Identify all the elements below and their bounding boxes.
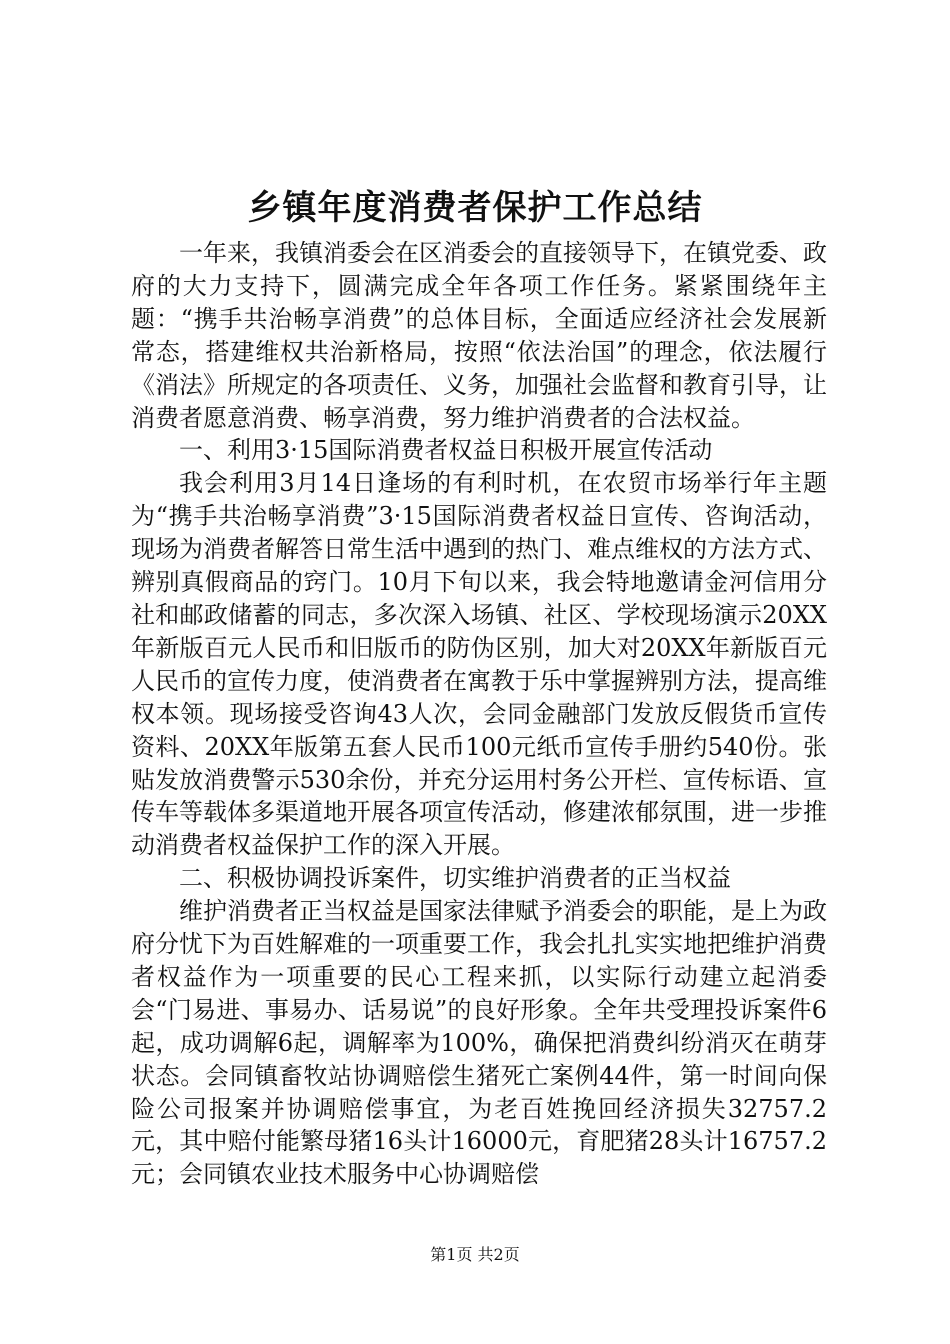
paragraph-section-2: 维护消费者正当权益是国家法律赋予消委会的职能，是上为政府分忧下为百姓解难的一项重要工作，我会扎扎实实地把维护消费者权益作为一项重要的民心工程来抓，以实际行动建立起消委会“门易进、事易办、话易说”的良好形象。全年共受理投诉案件6起，成功调解6起，调解率为100%，确保把消费纠纷消灭在萌芽状态。会同镇畜牧站协调赔偿生猪死亡案例44件，第一时间向保险公司报案并协调赔偿事宜，为老百姓挽回经济损失32757.2元，其中赔付能繁母猪16头计16000元，育肥猪28头计16757.2元；会同镇农业技术服务中心协调赔偿: [131, 897, 827, 1189]
paragraph-section-1: 我会利用3月14日逢场的有利时机，在农贸市场举行年主题为“携手共治畅享消费”3·15国际消费者权益日宣传、咨询活动，现场为消费者解答日常生活中遇到的热门、难点维权的方法方式、辨别真假商品的窍门。10月下旬以来，我会特地邀请金河信用分社和邮政储蓄的同志，多次深入场镇、社区、学校现场演示20XX年新版百元人民币和旧版币的防伪区别，加大对20XX年新版百元人民币的宣传力度，使消费者在寓教于乐中掌握辨别方法，提高维权本领。现场接受咨询43人次，会同金融部门发放反假货币宣传资料、20XX年版第五套人民币100元纸币宣传手册约540份。张贴发放消费警示530余份，并充分运用村务公开栏、宣传标语、宣传车等载体多渠道地开展各项宣传活动，修建浓郁氛围，进一步推动消费者权益保护工作的深入开展。: [131, 469, 827, 860]
document-body: [131, 237, 827, 1191]
document-title: 乡镇年度消费者保护工作总结: [247, 188, 703, 228]
page-number-footer: 第1页 共2页: [430, 1245, 520, 1264]
section-heading-2: 二、积极协调投诉案件，切实维护消费者的正当权益: [179, 864, 731, 893]
paragraph-intro: 一年来，我镇消委会在区消委会的直接领导下，在镇党委、政府的大力支持下，圆满完成全年各项工作任务。紧紧围绕年主题：“携手共治畅享消费”的总体目标，全面适应经济社会发展新常态，搭建维权共治新格局，按照“依法治国”的理念，依法履行《消法》所规定的各项责任、义务，加强社会监督和教育引导，让消费者愿意消费、畅享消费，努力维护消费者的合法权益。: [131, 239, 827, 432]
section-heading-1: 一、利用3·15国际消费者权益日积极开展宣传活动: [179, 436, 713, 465]
